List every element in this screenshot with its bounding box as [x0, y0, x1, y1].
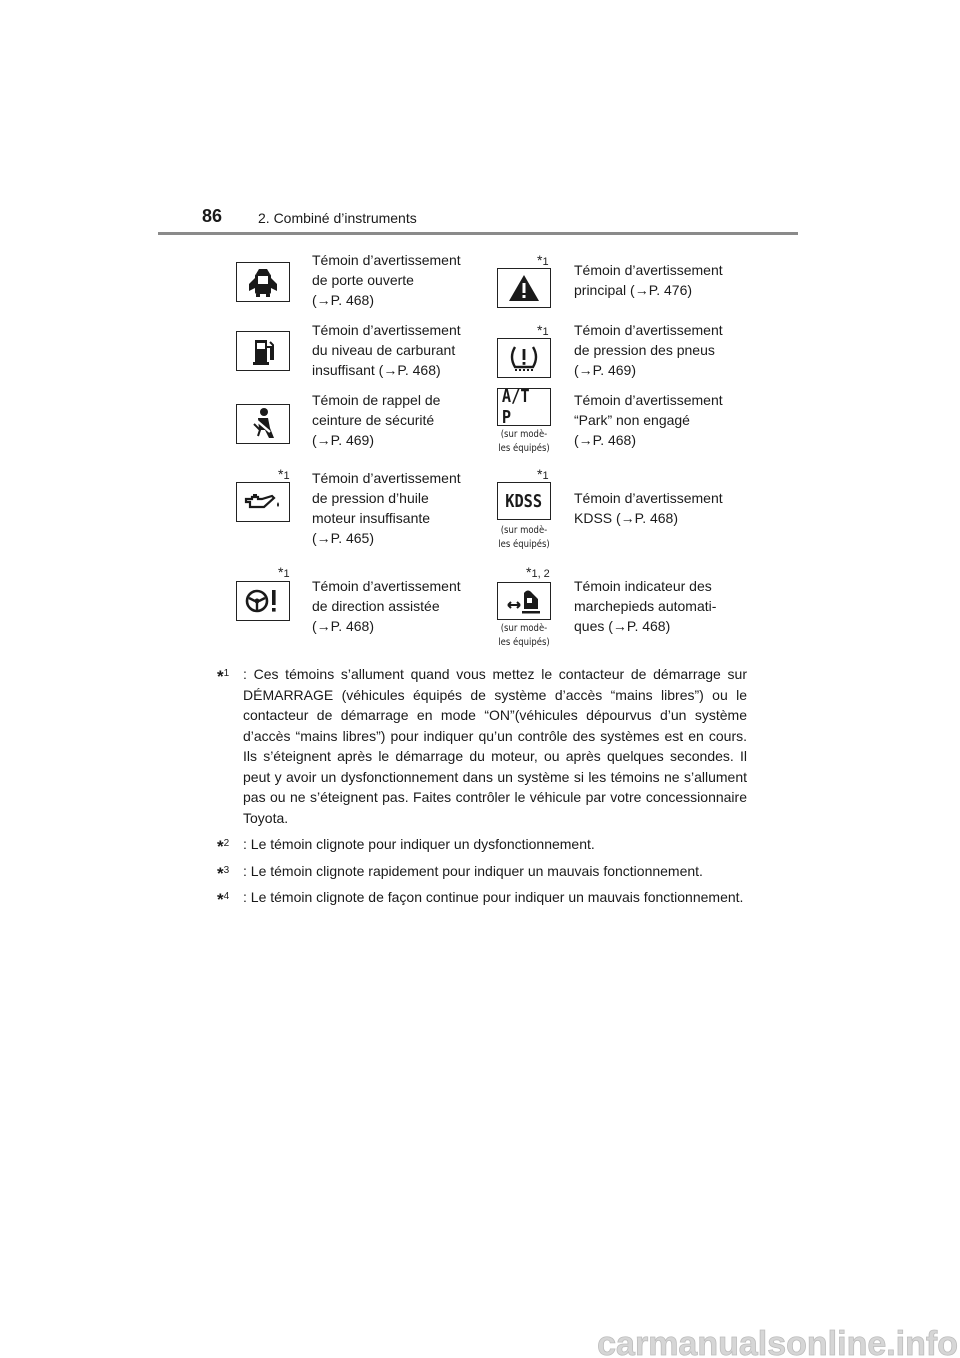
equipped-models-note — [490, 524, 558, 552]
indicator-description — [312, 390, 480, 450]
equip-note-line: les équipés) — [498, 637, 550, 648]
tire-pressure-icon — [497, 338, 551, 378]
footnote-label: *$^2$ — [217, 837, 230, 856]
indicator-description — [312, 468, 480, 548]
equip-note-line: (sur modè- — [500, 623, 548, 634]
desc-line: Témoin d’avertissement — [574, 392, 723, 408]
desc-line: marchepieds automati- — [574, 598, 717, 614]
desc-line: Témoin d’avertissement — [312, 470, 461, 486]
indicator-row — [160, 318, 800, 384]
footnote — [217, 834, 747, 855]
running-boards-icon — [497, 582, 551, 620]
indicator-description — [574, 390, 742, 450]
desc-line: de pression des pneus — [574, 342, 715, 358]
footnote-number: 4 — [223, 891, 230, 902]
footnote-marker: *1 — [537, 252, 549, 268]
footnote-text: : Le témoin clignote pour indiquer un dysfonctionnement. — [243, 836, 595, 852]
desc-line: KDSS (→P. 468) — [574, 510, 679, 526]
indicator-row — [160, 248, 800, 314]
equip-note-line: (sur modè- — [500, 525, 548, 536]
page-number: 86 — [202, 206, 223, 226]
footnote-marker-number: 1 — [283, 568, 290, 580]
footnote-number: 1 — [223, 668, 230, 679]
desc-line: Témoin d’avertissement — [312, 322, 461, 338]
watermark-text: carmanualsonline.info — [597, 1328, 958, 1358]
equip-note-line: les équipés) — [498, 539, 550, 550]
footnote-marker-number: 1, 2 — [531, 568, 550, 580]
footnote-marker-number: 1 — [542, 470, 549, 482]
footnote — [217, 887, 747, 908]
kdss-indicator-icon — [497, 482, 551, 520]
desc-line: de pression d’huile — [312, 490, 429, 506]
desc-line: principal (→P. 476) — [574, 282, 693, 298]
footnote-text: : Le témoin clignote de façon continue pour indiquer un mauvais fonctionnement. — [243, 889, 744, 905]
indicator-description — [312, 250, 480, 310]
oil-pressure-icon — [236, 482, 290, 522]
equipped-models-note — [490, 428, 558, 456]
footnote — [217, 664, 747, 828]
footnote-marker: *1, 2 — [526, 564, 550, 580]
equip-note-line: les équipés) — [498, 443, 550, 454]
footnote-label: *$^4$ — [217, 890, 230, 909]
indicator-description — [312, 576, 480, 636]
footnote-text: : Ces témoins s’allument quand vous mettez le contacteur de démarrage sur DÉMARRAGE (véhicules équipés de système d’accès “mains libres”) ou le contacteur de démarrage en mode “ON”(véhicules dépourvus d’un système d’accès “mains libres”) pour indiquer qu’un contrôle des systèmes est en cours. Ils s’éteignent après le démarrage du moteur, ou après quelques secondes. Il peut y avoir un dysfonctionnement dans un système si les témoins ne s’allument pas ou ne s’éteignent pas. Faites contrôler le véhicule par votre concessionnaire Toyota. — [243, 666, 747, 826]
footnote-marker-number: 1 — [283, 470, 290, 482]
desc-line: de porte ouverte — [312, 272, 414, 288]
footnote-number: 3 — [223, 864, 230, 876]
section-title: 2. Combiné d’instruments — [258, 210, 417, 226]
indicator-description — [574, 260, 742, 300]
indicator-description — [312, 320, 480, 380]
footnote-text: : Le témoin clignote rapidement pour indiquer un mauvais fonctionnement. — [243, 862, 703, 879]
footnote-marker: *1 — [278, 564, 290, 580]
header-rule — [158, 232, 798, 235]
footnote-marker-number: 1 — [542, 256, 549, 268]
footnote-marker: *1 — [537, 466, 549, 482]
desc-line: (→P. 468) — [312, 618, 374, 634]
desc-line: Témoin de rappel de — [312, 392, 441, 408]
desc-line: Témoin d’avertissement — [312, 252, 461, 268]
footnote-number: 2 — [223, 838, 230, 849]
footnote-label: *$^1$ — [217, 667, 230, 686]
seatbelt-reminder-icon — [236, 404, 290, 444]
desc-line: (→P. 469) — [574, 362, 636, 378]
desc-line: de direction assistée — [312, 598, 440, 614]
indicator-description — [574, 320, 742, 380]
kdss-indicator-label: KDSS — [505, 490, 543, 512]
footnote — [217, 861, 747, 882]
at-p-indicator-icon — [497, 388, 551, 426]
indicator-row — [160, 564, 800, 660]
power-steering-icon — [236, 581, 290, 621]
desc-line: (→P. 465) — [312, 530, 374, 546]
equip-note-line: (sur modè- — [500, 429, 548, 440]
low-fuel-icon — [236, 331, 290, 371]
desc-line: (→P. 469) — [312, 432, 374, 448]
desc-line: (→P. 468) — [574, 432, 636, 448]
footnote-label: *$^3$ — [217, 863, 230, 883]
desc-line: moteur insuffisante — [312, 510, 431, 526]
desc-line: “Park” non engagé — [574, 412, 690, 428]
desc-line: (→P. 468) — [312, 292, 374, 308]
indicator-description — [574, 488, 742, 528]
indicator-description — [574, 576, 742, 636]
desc-line: du niveau de carburant — [312, 342, 456, 358]
indicator-row — [160, 388, 800, 460]
at-p-indicator-label: A/T P — [501, 386, 530, 428]
page-header — [200, 206, 800, 232]
desc-line: Témoin d’avertissement — [574, 490, 723, 506]
desc-line: Témoin d’avertissement — [312, 578, 461, 594]
indicator-row — [160, 466, 800, 562]
door-open-warning-icon — [236, 262, 290, 302]
equipped-models-note — [490, 622, 558, 650]
desc-line: ques (→P. 468) — [574, 618, 671, 634]
desc-line: ceinture de sécurité — [312, 412, 435, 428]
footnote-marker-number: 1 — [542, 326, 549, 338]
desc-line: insuffisant (→P. 468) — [312, 362, 441, 378]
footnote-marker: *1 — [537, 322, 549, 338]
footnotes — [217, 664, 747, 914]
desc-line: Témoin d’avertissement — [574, 262, 723, 278]
footnote-marker: *1 — [278, 466, 290, 482]
master-warning-icon — [497, 268, 551, 308]
watermark — [0, 1328, 960, 1358]
desc-line: Témoin indicateur des — [574, 578, 712, 594]
desc-line: Témoin d’avertissement — [574, 322, 723, 338]
